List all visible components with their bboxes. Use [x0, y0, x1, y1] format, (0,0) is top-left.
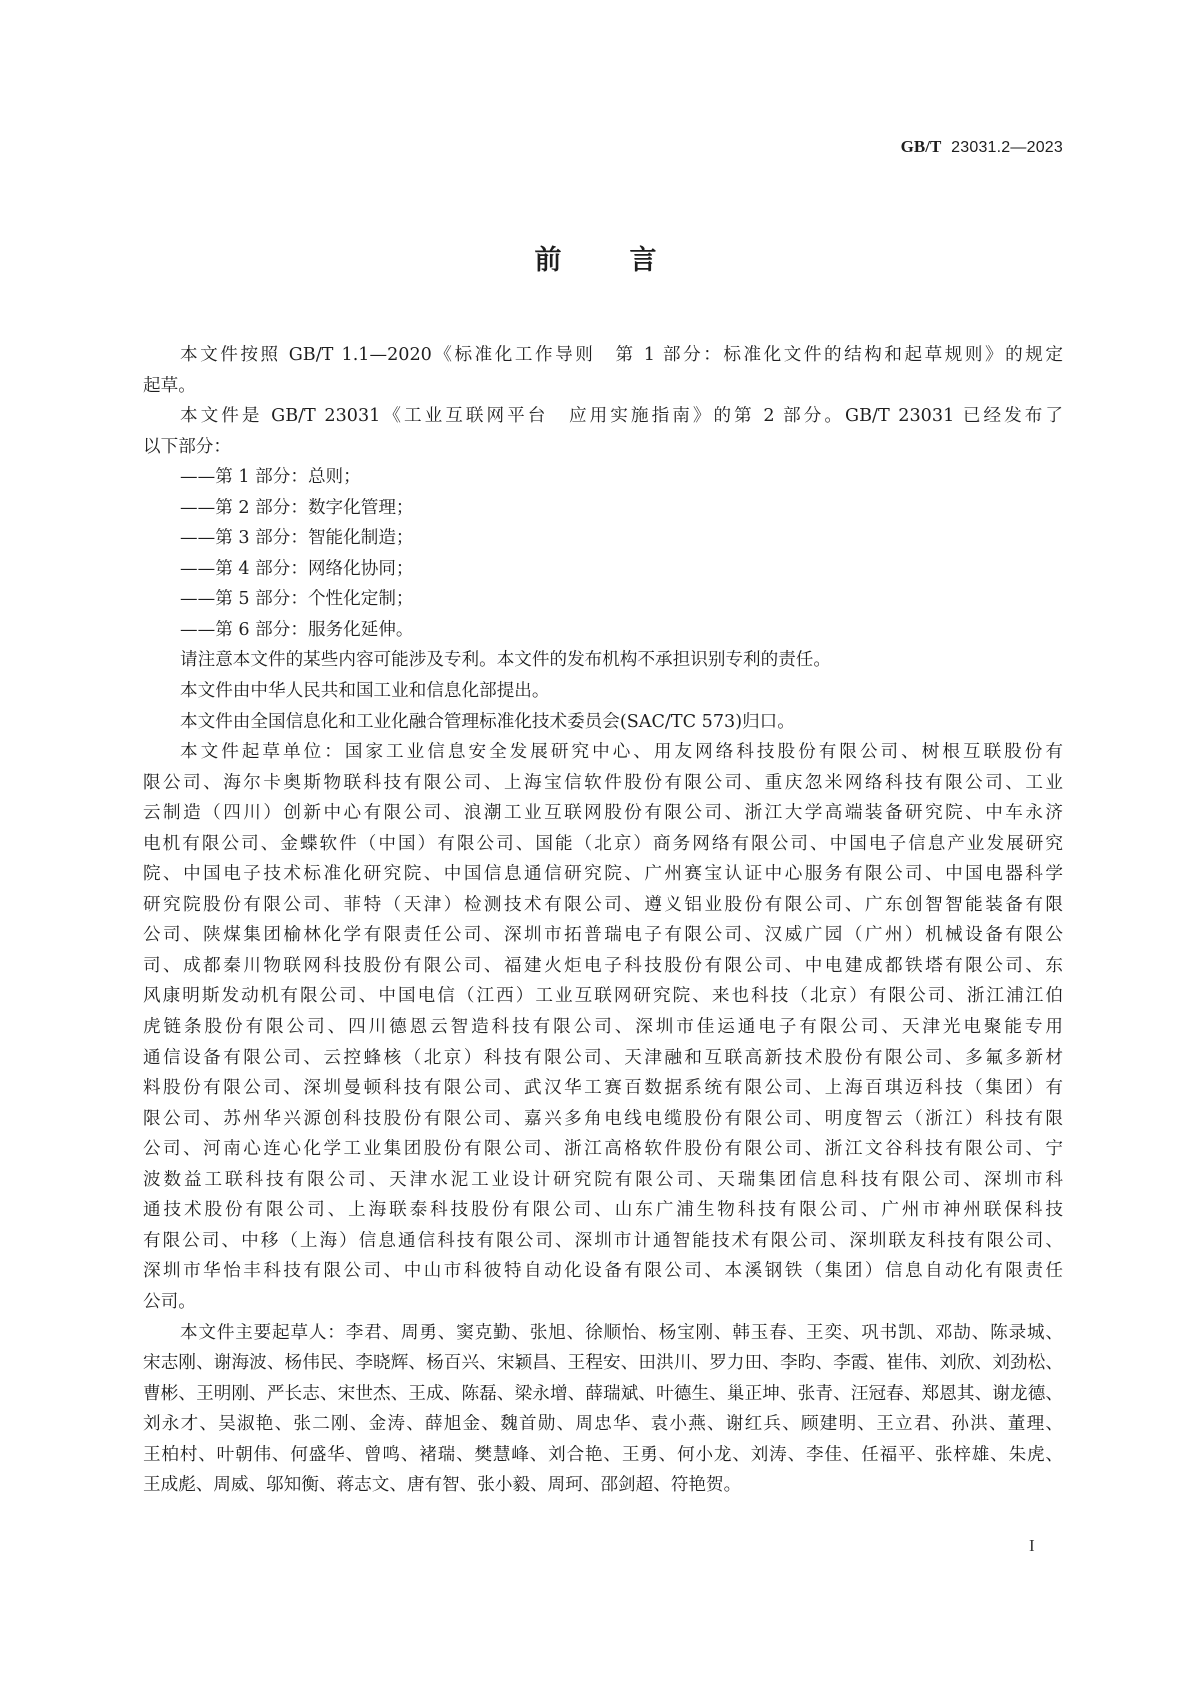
text-line: 限公司、海尔卡奥斯物联科技有限公司、上海宝信软件股份有限公司、重庆忽米网络科技有限公司、工业	[143, 772, 1063, 793]
list-item: ——第 2 部分：数字化管理；	[180, 497, 414, 518]
paragraph-basis	[143, 340, 1063, 401]
text-line: 电机有限公司、金蝶软件（中国）有限公司、国能（北京）商务网络有限公司、中国电子信息产业发展研究	[143, 833, 1063, 854]
text-line: 公司。	[143, 1291, 196, 1312]
text-line: 本文件按照 GB/T 1.1—2020《标准化工作导则 第 1 部分：标准化文件的结构和起草规则》的规定	[180, 345, 1063, 365]
standard-prefix: GB/T	[900, 137, 942, 156]
page-number: I	[1029, 1536, 1035, 1555]
text-line: 虎链条股份有限公司、四川德恩云智造科技有限公司、深圳市佳运通电子有限公司、天津光电聚能专用	[143, 1017, 1063, 1038]
patent-notice: 请注意本文件的某些内容可能涉及专利。本文件的发布机构不承担识别专利的责任。	[180, 650, 831, 671]
text-line: 公司、河南心连心化学工业集团股份有限公司、浙江高格软件股份有限公司、浙江文谷科技有限公司、宁	[143, 1139, 1063, 1160]
text-line: 院、中国电子技术标准化研究院、中国信息通信研究院、广州赛宝认证中心服务有限公司、中国电器科学	[143, 864, 1063, 885]
list-item: ——第 6 部分：服务化延伸。	[180, 619, 414, 640]
text-line: 云制造（四川）创新中心有限公司、浪潮工业互联网股份有限公司、浙江大学高端装备研究院、中车永济	[143, 803, 1063, 824]
standard-number: 23031.2—2023	[951, 139, 1063, 156]
parts-list	[143, 462, 1063, 645]
centralized-by: 本文件由全国信息化和工业化融合管理标准化技术委员会(SAC/TC 573)归口。	[180, 711, 795, 732]
text-line: 本文件起草单位：国家工业信息安全发展研究中心、用友网络科技股份有限公司、树根互联股份有	[180, 742, 1063, 763]
text-line: 有限公司、中移（上海）信息通信科技有限公司、深圳市计通智能技术有限公司、深圳联友科技有限公司、	[143, 1230, 1063, 1251]
text-line: 风康明斯发动机有限公司、中国电信（江西）工业互联网研究院、来也科技（北京）有限公司、浙江浦江伯	[143, 986, 1063, 1007]
text-line: 通技术股份有限公司、上海联泰科技股份有限公司、山东广浦生物科技有限公司、广州市神州联保科技	[143, 1200, 1063, 1221]
main-drafters	[143, 1318, 1063, 1501]
text-line: 限公司、苏州华兴源创科技股份有限公司、嘉兴多角电线电缆股份有限公司、明度智云（浙江）科技有限	[143, 1108, 1063, 1129]
standard-number-header	[901, 138, 1063, 156]
text-line: 通信设备有限公司、云控蜂核（北京）科技有限公司、天津融和互联高新技术股份有限公司、多氟多新材	[143, 1047, 1063, 1068]
text-line: 以下部分：	[143, 436, 231, 457]
text-line: 深圳市华怡丰科技有限公司、中山市科彼特自动化设备有限公司、本溪钢铁（集团）信息自动化有限责任	[143, 1261, 1063, 1282]
text-line: 王柏村、叶朝伟、何盛华、曾鸣、褚瑞、樊慧峰、刘合艳、王勇、何小龙、刘涛、李佳、任福平、张梓雄、朱虎、	[143, 1444, 1063, 1465]
title-char-2: 言	[629, 245, 657, 276]
document-body	[143, 340, 1063, 1501]
list-item: ——第 5 部分：个性化定制；	[180, 589, 414, 610]
text-line: 曹彬、王明刚、严长志、宋世杰、王成、陈磊、梁永增、薛瑞斌、叶德生、巢正坤、张青、汪冠春、郑恩其、谢龙德、	[143, 1383, 1063, 1404]
text-line: 刘永才、吴淑艳、张二刚、金涛、薛旭金、魏首勋、周忠华、袁小燕、谢红兵、顾建明、王立君、孙洪、董理、	[143, 1414, 1063, 1435]
text-line: 宋志刚、谢海波、杨伟民、李晓辉、杨百兴、宋颖昌、王程安、田洪川、罗力田、李昀、李霞、崔伟、刘欣、刘劲松、	[143, 1353, 1063, 1374]
text-line: 本文件是 GB/T 23031《工业互联网平台 应用实施指南》的第 2 部分。GB/T 23031 已经发布了	[180, 406, 1063, 427]
text-line: 本文件主要起草人：李君、周勇、窦克勤、张旭、徐顺怡、杨宝刚、韩玉春、王奕、巩书凯、邓劼、陈录城、	[180, 1322, 1063, 1343]
text-line: 波数益工联科技有限公司、天津水泥工业设计研究院有限公司、天瑞集团信息科技有限公司、深圳市科	[143, 1169, 1063, 1190]
text-line: 研究院股份有限公司、菲特（天津）检测技术有限公司、遵义铝业股份有限公司、广东创智智能装备有限	[143, 894, 1063, 915]
text-line: 公司、陕煤集团榆林化学有限责任公司、深圳市拓普瑞电子有限公司、汉威广园（广州）机械设备有限公	[143, 925, 1063, 946]
paragraph-series	[143, 401, 1063, 462]
list-item: ——第 3 部分：智能化制造；	[180, 528, 414, 549]
text-line: 司、成都秦川物联网科技股份有限公司、福建火炬电子科技股份有限公司、中电建成都铁塔有限公司、东	[143, 955, 1063, 976]
page-title	[0, 244, 1191, 278]
drafting-units	[143, 737, 1063, 1317]
text-line: 起草。	[143, 375, 196, 396]
text-line: 料股份有限公司、深圳曼顿科技有限公司、武汉华工赛百数据系统有限公司、上海百琪迈科技（集团）有	[143, 1078, 1063, 1099]
proposed-by: 本文件由中华人民共和国工业和信息化部提出。	[180, 681, 550, 702]
list-item: ——第 1 部分：总则；	[180, 467, 361, 488]
text-line: 王成彪、周威、邬知衡、蒋志文、唐有智、张小毅、周珂、邵剑超、符艳贺。	[143, 1475, 742, 1496]
list-item: ——第 4 部分：网络化协同；	[180, 558, 414, 579]
title-char-1: 前	[534, 245, 562, 276]
